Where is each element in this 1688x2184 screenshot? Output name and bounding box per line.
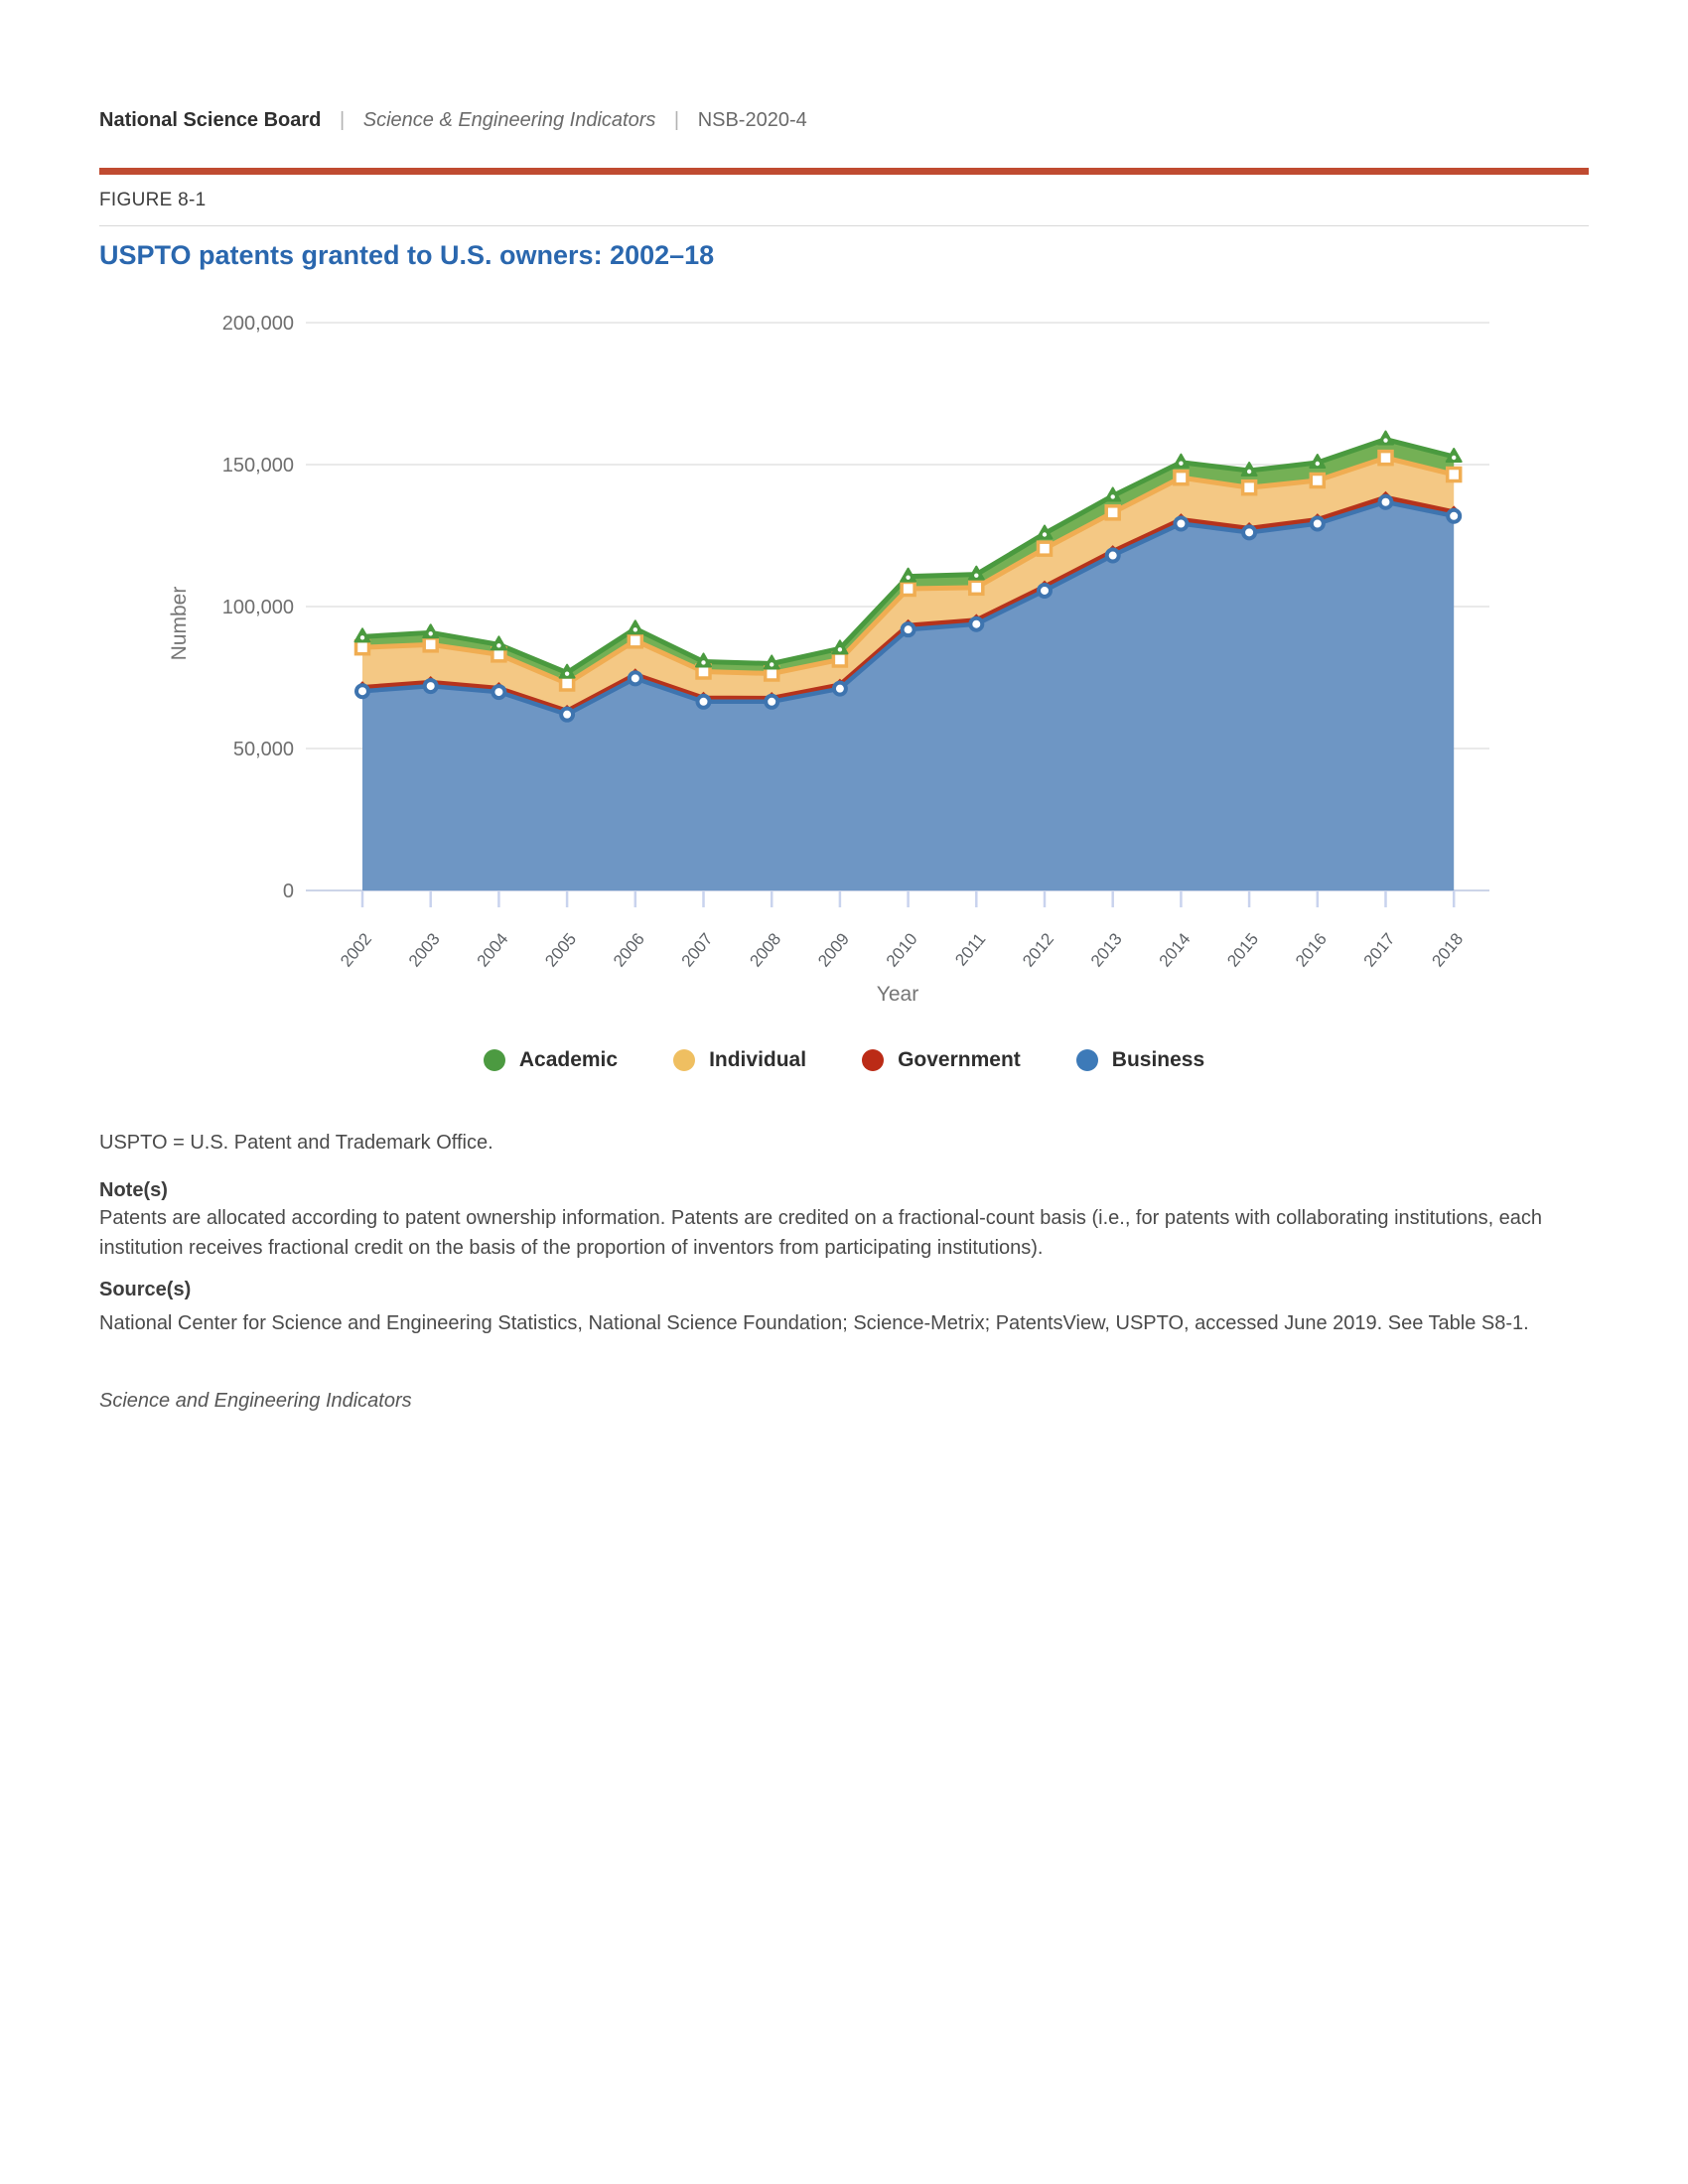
- marker-business: [1039, 585, 1051, 597]
- marker-individual: [424, 638, 437, 651]
- marker-academic-dot: [974, 573, 978, 577]
- marker-individual: [902, 582, 914, 595]
- marker-individual: [356, 641, 369, 654]
- marker-academic-dot: [838, 647, 842, 651]
- x-tick-label: 2013: [1086, 929, 1126, 971]
- y-tick-label: 50,000: [232, 739, 294, 760]
- marker-academic-dot: [770, 662, 774, 666]
- marker-academic-dot: [1383, 438, 1387, 442]
- stacked-area-chart[interactable]: [0, 288, 1688, 1023]
- marker-academic-dot: [496, 643, 500, 647]
- marker-business: [834, 683, 846, 695]
- marker-business: [356, 685, 368, 697]
- marker-business: [1175, 517, 1187, 529]
- y-tick-label: 100,000: [221, 597, 294, 618]
- marker-academic-dot: [1043, 532, 1047, 536]
- accent-rule: [99, 168, 1589, 175]
- y-tick-label: 150,000: [221, 455, 294, 477]
- chart-legend: [0, 1048, 1688, 1072]
- marker-business: [561, 709, 573, 721]
- sources-text: National Center for Science and Engineering Statistics, National Science Foundation; Science-Metrix; PatentsView, USPTO, accessed June 2019. See Table S8-1.: [99, 1312, 1529, 1334]
- x-tick-label: 2015: [1223, 929, 1263, 971]
- legend-dot-government: [862, 1049, 884, 1071]
- legend-label: Individual: [709, 1048, 807, 1071]
- x-tick-label: 2003: [404, 929, 444, 971]
- divider-rule: [99, 225, 1589, 226]
- x-tick-label: 2017: [1359, 929, 1399, 971]
- marker-academic-dot: [1179, 462, 1183, 466]
- marker-business: [766, 696, 777, 708]
- x-tick-label: 2009: [814, 929, 853, 971]
- marker-academic-dot: [429, 631, 433, 635]
- marker-individual: [1106, 506, 1119, 519]
- marker-individual: [1379, 452, 1392, 465]
- marker-individual: [629, 634, 641, 647]
- marker-business: [1243, 526, 1255, 538]
- legend-dot-individual: [673, 1049, 695, 1071]
- y-tick-label: 200,000: [221, 313, 294, 335]
- marker-business: [425, 680, 437, 692]
- marker-academic-dot: [1452, 456, 1456, 460]
- marker-academic-dot: [360, 635, 364, 639]
- attribution: Science and Engineering Indicators: [99, 1390, 412, 1412]
- marker-business: [698, 696, 710, 708]
- marker-business: [630, 672, 641, 684]
- marker-individual: [1448, 469, 1461, 481]
- x-tick-label: 2018: [1428, 929, 1468, 971]
- x-tick-label: 2010: [882, 929, 921, 971]
- header-separator: |: [339, 109, 346, 131]
- header-separator: |: [673, 109, 680, 131]
- marker-academic-dot: [906, 575, 910, 579]
- legend-dot-business: [1076, 1049, 1098, 1071]
- marker-business: [1448, 510, 1460, 522]
- sources-heading: Source(s): [99, 1279, 192, 1300]
- y-tick-label: 0: [282, 881, 294, 902]
- legend-label: Government: [898, 1048, 1021, 1071]
- marker-business: [903, 623, 914, 635]
- report-id: NSB-2020-4: [697, 109, 807, 131]
- marker-academic-dot: [1111, 494, 1115, 498]
- x-tick-label: 2014: [1155, 929, 1195, 971]
- marker-business: [1107, 550, 1119, 562]
- legend-item-government[interactable]: [862, 1048, 1021, 1072]
- legend-label: Business: [1111, 1048, 1205, 1071]
- marker-individual: [1175, 472, 1188, 484]
- marker-academic-dot: [633, 627, 637, 631]
- legend-label: Academic: [518, 1048, 619, 1071]
- x-tick-label: 2005: [541, 929, 581, 971]
- notes-heading: Note(s): [99, 1179, 168, 1201]
- x-tick-label: 2004: [473, 929, 512, 971]
- x-tick-label: 2002: [337, 929, 376, 971]
- x-tick-label: 2008: [746, 929, 785, 971]
- marker-individual: [833, 653, 846, 666]
- legend-dot-academic: [484, 1049, 505, 1071]
- x-tick-label: 2012: [1019, 929, 1058, 971]
- legend-item-business[interactable]: [1076, 1048, 1204, 1072]
- figure-label: FIGURE 8-1: [99, 190, 207, 210]
- marker-individual: [1311, 475, 1324, 487]
- marker-individual: [1243, 481, 1256, 494]
- marker-academic-dot: [565, 671, 569, 675]
- marker-academic-dot: [701, 660, 705, 664]
- x-tick-label: 2016: [1291, 929, 1331, 971]
- x-tick-label: 2006: [609, 929, 648, 971]
- page-header: [99, 109, 807, 132]
- marker-academic-dot: [1247, 470, 1251, 474]
- marker-business: [492, 686, 504, 698]
- abbreviation-note: USPTO = U.S. Patent and Trademark Office.: [99, 1132, 493, 1154]
- legend-item-individual[interactable]: [673, 1048, 806, 1072]
- notes-text: Patents are allocated according to patent ownership information. Patents are credited on a fractional-count basis (i.e., for patents with collaborating institutions, each institution receives fractional credit on the basis of the proportion of inventors from participating institutions).: [99, 1207, 1543, 1259]
- marker-business: [1312, 517, 1324, 529]
- marker-individual: [1039, 542, 1052, 555]
- x-axis-title: Year: [876, 983, 919, 1006]
- x-tick-label: 2011: [951, 929, 990, 970]
- marker-business: [1380, 496, 1392, 508]
- legend-item-academic[interactable]: [484, 1048, 618, 1072]
- chart-title: USPTO patents granted to U.S. owners: 2002–18: [99, 240, 715, 270]
- marker-individual: [561, 677, 574, 690]
- marker-individual: [970, 581, 983, 594]
- x-tick-label: 2007: [677, 929, 717, 971]
- marker-business: [970, 618, 982, 630]
- publication-name: Science & Engineering Indicators: [362, 109, 656, 131]
- y-axis-title: Number: [168, 586, 191, 661]
- org-name: National Science Board: [99, 109, 322, 131]
- marker-academic-dot: [1316, 462, 1320, 466]
